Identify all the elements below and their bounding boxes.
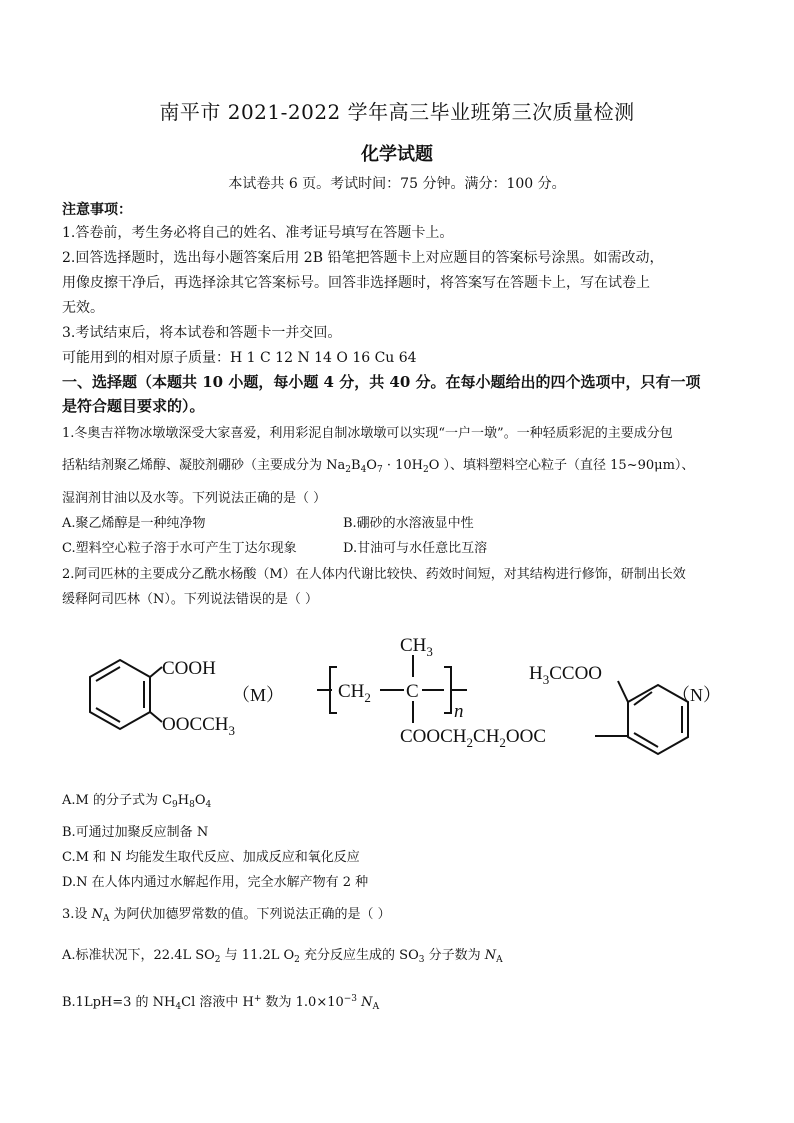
- note-1: 1.答卷前，考生务必将自己的姓名、准考证号填写在答题卡上。: [62, 225, 454, 241]
- m-cooh-group: COOH: [162, 658, 216, 679]
- q1-option-c: C.塑料空心粒子溶于水可产生丁达尔现象: [62, 541, 297, 556]
- note-2c: 无效。: [62, 300, 104, 316]
- q3-option-a: A.标准状况下，22.4L $SO_2$ 与 11.2L $O_2$ 充分反应生成的 $SO_3$ 分子数为 $N_A$: [62, 948, 503, 965]
- q1-option-a: A.聚乙烯醇是一种纯净物: [62, 516, 206, 531]
- molecule-m: [90, 660, 162, 729]
- n-label: （N）: [672, 685, 721, 705]
- repeat-n: n: [454, 701, 464, 722]
- structure-diagram: [62, 625, 742, 760]
- notes-heading: 注意事项：: [62, 202, 132, 218]
- q3-line-1: 3.设 $N_A$ 为阿伏加德罗常数的值。下列说法正确的是（ ）: [62, 907, 391, 924]
- q1-line-1: 1.冬奥吉祥物冰墩墩深受大家喜爱，利用彩泥自制冰墩墩可以实现“一户一墩”。一种轻质彩泥的主要成分包: [62, 426, 673, 441]
- ester-chain: $COOCH_2CH_2OOC$: [400, 726, 547, 750]
- page-title: 南平市 2021-2022 学年高三毕业班第三次质量检测: [159, 100, 635, 124]
- q2-option-b: B.可通过加聚反应制备 N: [62, 825, 209, 840]
- q2-line-2: 缓释阿司匹林（N）。下列说法错误的是（ ）: [62, 592, 319, 607]
- q1-option-d: D.甘油可与水任意比互溶: [343, 541, 488, 556]
- q3-option-b: B.1LpH=3 的 $NH_4Cl$ 溶液中 H+ 数为 $1.0\times 10^{-3}$ $N_A$: [62, 994, 380, 1012]
- n-acetoxy-group: $H_3CCOO$: [529, 663, 603, 687]
- page-subtitle: 化学试题: [361, 144, 433, 165]
- section-1-line-1: 一、选择题（本题共 10 小题，每小题 4 分，共 40 分。在每小题给出的四个选项中，只有一项: [62, 373, 701, 391]
- methylene-group: $CH_2$: [338, 681, 371, 705]
- q2-option-a: A.M 的分子式为 $C_9H_8O_4$: [62, 793, 212, 810]
- q2-line-1: 2.阿司匹林的主要成分乙酰水杨酸（M）在人体内代谢比较快、药效时间短，对其结构进行修饰，研制出长效: [62, 567, 686, 582]
- methyl-group: $CH_3$: [400, 635, 433, 659]
- q2-option-d: D.N 在人体内通过水解起作用，完全水解产物有 2 种: [62, 875, 369, 890]
- m-label: （M）: [232, 685, 285, 705]
- exam-info: 本试卷共 6 页。考试时间：75 分钟。满分：100 分。: [228, 176, 566, 192]
- m-ester-group: $OOCCH_3$: [162, 714, 236, 738]
- q1-line-2: 括粘结剂聚乙烯醇、凝胶剂硼砂（主要成分为 $Na_2B_4O_7 \cdot 10H_2O$ ）、填料塑料空心粒子（直径 15~90μm）、: [62, 458, 695, 475]
- quaternary-carbon: C: [406, 681, 419, 702]
- note-2b: 用像皮擦干净后，再选择涂其它答案标号。回答非选择题时，将答案写在答题卡上，写在试卷上: [62, 275, 650, 291]
- note-3: 3.考试结束后，将本试卷和答题卡一并交回。: [62, 325, 342, 341]
- q2-option-c: C.M 和 N 均能发生取代反应、加成反应和氧化反应: [62, 850, 360, 865]
- q1-option-b: B.硼砂的水溶液显中性: [343, 516, 474, 531]
- note-2a: 2.回答选择题时，选出每小题答案后用 2B 铅笔把答题卡上对应题目的答案标号涂黑。如需改动，: [62, 250, 664, 266]
- q1-line-3: 湿润剂甘油以及水等。下列说法正确的是（ ）: [62, 491, 327, 506]
- atomic-masses: 可能用到的相对原子质量：H 1 C 12 N 14 O 16 Cu 64: [62, 350, 417, 366]
- section-1-line-2: 是符合题目要求的）。: [62, 397, 205, 415]
